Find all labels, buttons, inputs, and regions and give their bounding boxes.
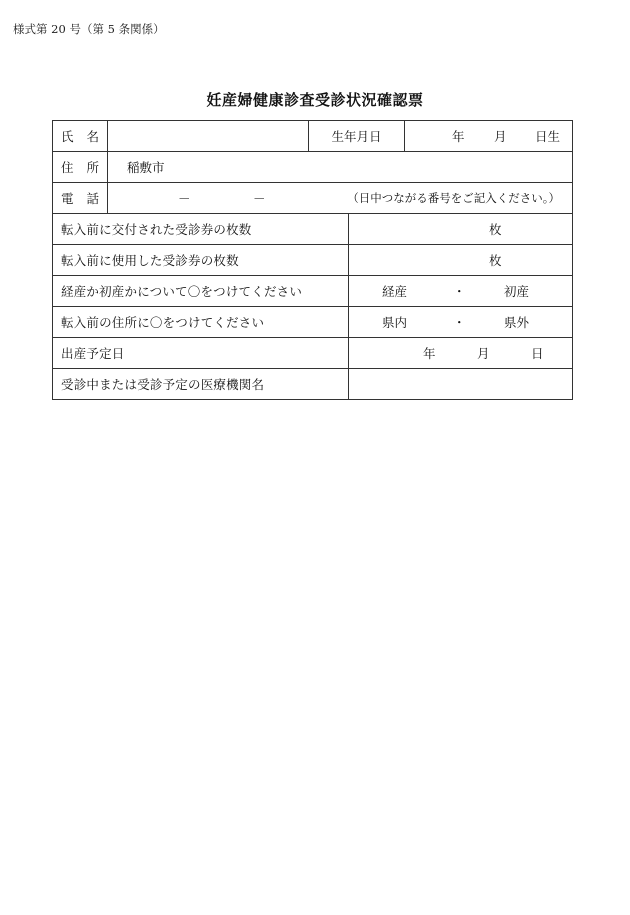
due-year-unit: 年 bbox=[423, 346, 436, 361]
parity-option-multiparous[interactable]: 経産 bbox=[382, 284, 408, 299]
birth-day-unit: 日生 bbox=[535, 129, 561, 144]
due-day-unit: 日 bbox=[531, 346, 544, 361]
address-label-char2: 所 bbox=[86, 160, 99, 175]
prev-address-separator: ・ bbox=[453, 315, 466, 330]
row-address bbox=[53, 152, 573, 183]
facility-label: 受診中または受診予定の医療機関名 bbox=[53, 369, 349, 400]
phone-label-char2: 話 bbox=[86, 191, 99, 206]
row-phone bbox=[53, 183, 573, 214]
vouchers-issued-label: 転入前に交付された受診券の枚数 bbox=[53, 214, 349, 245]
prev-address-field bbox=[349, 307, 573, 338]
row-facility bbox=[53, 369, 573, 400]
row-vouchers-used bbox=[53, 245, 573, 276]
parity-option-primiparous[interactable]: 初産 bbox=[504, 284, 530, 299]
birthdate-field[interactable] bbox=[405, 121, 573, 152]
phone-note: （日中つながる番号をご記入ください。） bbox=[347, 191, 561, 205]
row-vouchers-issued bbox=[53, 214, 573, 245]
confirmation-form-table bbox=[52, 120, 573, 400]
phone-label-char1: 電 bbox=[61, 191, 74, 206]
row-previous-address bbox=[53, 307, 573, 338]
name-label-char1: 氏 bbox=[61, 129, 74, 144]
row-name bbox=[53, 121, 573, 152]
address-city: 稲敷市 bbox=[127, 160, 165, 175]
birth-year-unit: 年 bbox=[452, 129, 465, 144]
vouchers-used-field[interactable] bbox=[349, 245, 573, 276]
phone-label-cell bbox=[53, 183, 108, 214]
vouchers-issued-unit: 枚 bbox=[489, 222, 502, 237]
row-due-date bbox=[53, 338, 573, 369]
parity-label: 経産か初産かについて〇をつけてください bbox=[53, 276, 349, 307]
vouchers-used-label: 転入前に使用した受診券の枚数 bbox=[53, 245, 349, 276]
birthdate-label: 生年月日 bbox=[331, 129, 382, 144]
prev-address-option-out-of-prefecture[interactable]: 県外 bbox=[504, 315, 530, 330]
vouchers-used-unit: 枚 bbox=[489, 253, 502, 268]
page-title: 妊産婦健康診査受診状況確認票 bbox=[206, 91, 424, 109]
parity-separator: ・ bbox=[453, 284, 466, 299]
name-label-char2: 名 bbox=[86, 129, 99, 144]
due-month-unit: 月 bbox=[477, 346, 490, 361]
form-number: 様式第 20 号（第 5 条関係） bbox=[13, 22, 165, 36]
phone-field[interactable] bbox=[108, 183, 573, 214]
parity-field bbox=[349, 276, 573, 307]
address-label-cell bbox=[53, 152, 108, 183]
phone-dash-2: － bbox=[253, 191, 266, 206]
birth-month-unit: 月 bbox=[494, 129, 507, 144]
name-label-cell bbox=[53, 121, 108, 152]
due-date-label: 出産予定日 bbox=[53, 338, 349, 369]
address-label-char1: 住 bbox=[61, 160, 74, 175]
vouchers-issued-field[interactable] bbox=[349, 214, 573, 245]
address-field[interactable] bbox=[108, 152, 573, 183]
prev-address-label: 転入前の住所に〇をつけてください bbox=[53, 307, 349, 338]
row-parity bbox=[53, 276, 573, 307]
name-field[interactable] bbox=[108, 121, 309, 152]
prev-address-option-in-prefecture[interactable]: 県内 bbox=[382, 315, 408, 330]
due-date-field[interactable] bbox=[349, 338, 573, 369]
phone-dash-1: － bbox=[178, 191, 191, 206]
facility-field[interactable] bbox=[349, 369, 573, 400]
birthdate-label-cell bbox=[309, 121, 405, 152]
